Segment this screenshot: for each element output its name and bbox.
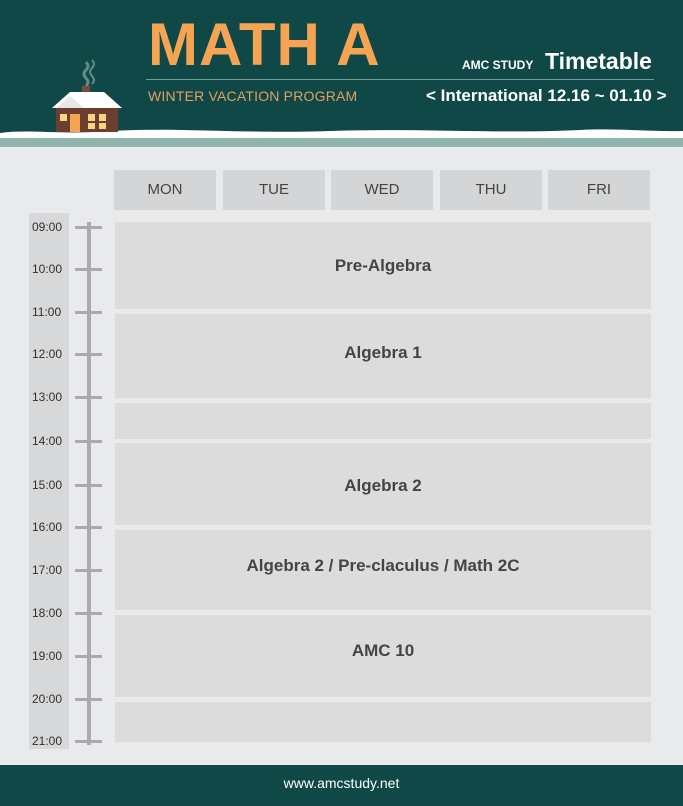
class-block-algebra-2 — [115, 443, 651, 525]
class-label: Algebra 1 — [344, 343, 422, 362]
period-label: < International 12.16 ~ 01.10 > — [426, 86, 667, 105]
time-tick — [75, 698, 102, 701]
day-header-fri: FRI — [548, 170, 650, 210]
program-subtitle: WINTER VACATION PROGRAM — [148, 88, 358, 104]
time-tick — [75, 311, 102, 314]
time-label: 16:00 — [32, 520, 63, 534]
time-tick — [75, 484, 102, 487]
class-label: Algebra 2 / Pre-claculus / Math 2C — [246, 556, 520, 575]
time-tick — [75, 353, 102, 356]
class-block-pre-algebra — [115, 222, 651, 309]
time-tick — [75, 440, 102, 443]
time-label: 21:00 — [32, 734, 63, 748]
page-title: MATH A — [148, 11, 381, 78]
class-label: AMC 10 — [351, 641, 415, 660]
time-tick — [75, 655, 102, 658]
title-divider — [146, 79, 654, 80]
time-tick — [75, 268, 102, 271]
time-label: 20:00 — [32, 692, 63, 706]
time-tick — [75, 612, 102, 615]
class-block-empty — [115, 403, 651, 439]
day-header-mon: MON — [114, 170, 216, 210]
time-label: 18:00 — [32, 606, 63, 620]
time-label: 19:00 — [32, 649, 63, 663]
class-block-amc-10 — [115, 615, 651, 697]
time-tick — [75, 226, 102, 229]
time-label: 17:00 — [32, 563, 63, 577]
class-label: Pre-Algebra — [334, 256, 432, 275]
time-label: 11:00 — [32, 305, 62, 319]
class-label: Algebra 2 — [344, 476, 422, 495]
time-label: 14:00 — [32, 434, 63, 448]
day-header-wed: WED — [331, 170, 433, 210]
time-tick — [75, 396, 102, 399]
timetable-heading: Timetable — [545, 48, 652, 74]
time-label: 13:00 — [32, 390, 63, 404]
time-tick — [75, 569, 102, 572]
time-label: 15:00 — [32, 478, 63, 492]
time-label: 09:00 — [32, 220, 63, 234]
time-tick — [75, 526, 102, 529]
time-tick — [75, 740, 102, 743]
website-link[interactable]: www.amcstudy.net — [283, 775, 400, 791]
house-icon — [48, 58, 128, 134]
day-header-thu: THU — [440, 170, 542, 210]
class-block-advanced — [115, 530, 651, 610]
class-block-empty — [115, 702, 651, 742]
time-label: 12:00 — [32, 347, 63, 361]
class-block-algebra-1 — [115, 314, 651, 398]
time-label: 10:00 — [32, 262, 63, 276]
brand-name: AMC STUDY — [462, 58, 534, 72]
day-header-tue: TUE — [223, 170, 325, 210]
